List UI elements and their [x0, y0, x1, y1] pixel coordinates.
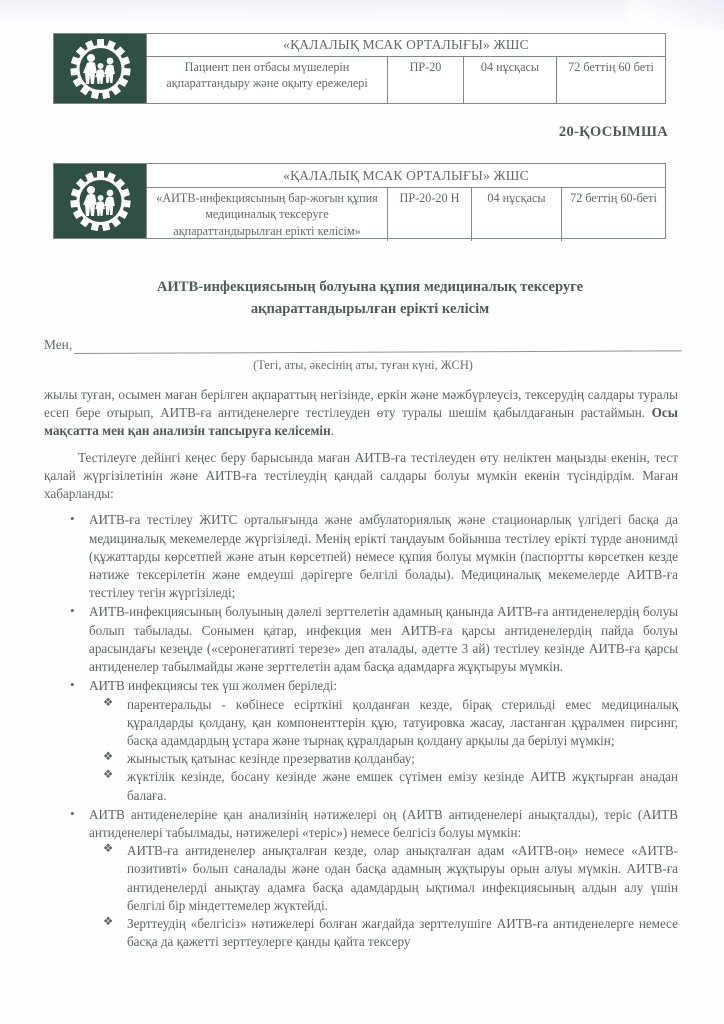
document-version-cell: 04 нұсқасы	[464, 57, 557, 103]
info-bullet-list	[44, 511, 678, 951]
bullet-text: • АИТВ-инфекциясының болуының дәлелі зерттелетін адамның қанында АИТВ-ға антиденелердің болуы болып табылады. Сонымен қатар, инфекция мен АИТВ-ға қарсы антиденелердің пайда болуы арасындағы кезеңде («серонегативті терезе» деп аталады, әдетте 3 ай) тестілеу кезінде АИТВ-ға қарсы антиденелер табылмайды және зерттелетін адам басқа адамдарға жұқтыруы мүмкін.	[89, 604, 678, 675]
document-page-cell: 72 беттің 60 беті	[568, 60, 654, 74]
bullet-text: • АИТВ антиденелеріне қан анализінің нәтижелері оң (АИТВ антиденелері анықталды), теріс (АИТВ антиденелері табылмады, нәтижелері «теріс») немесе белгісіз болуы мүмкін:	[89, 806, 678, 841]
list-item	[44, 511, 678, 602]
page-title	[80, 277, 660, 321]
document-code-cell: ПР-20-20 Н	[388, 188, 472, 241]
organization-name: «ҚАЛАЛЫҚ МСАК ОРТАЛЫҒЫ» ЖШС	[147, 164, 665, 188]
document-page-cell: 72 беттің 60-беті	[570, 191, 657, 205]
paragraph-counselling: Тестілеуге дейінгі кеңес беру барысында маған АИТВ-ға тестілеуден өту неліктен маңызды екенін, тест қалай жүргізілетінін және АИТВ-ға тестілеудің қандай салдары болуы мүмкін екенін түсіндірдім. Маған хабарланды:	[44, 449, 678, 502]
list-item	[44, 806, 678, 952]
document-code-cell: ПР-20	[388, 57, 464, 103]
bullet-text: • АИТВ инфекциясы тек үш жолмен беріледі:	[89, 678, 338, 694]
patient-name-input[interactable]	[74, 336, 682, 354]
subbullet-text: жыныстық қатынас кезінде презерватив қолданбау;	[127, 751, 415, 767]
paragraph-consent-tail: .	[330, 423, 334, 439]
header-table-2	[53, 163, 666, 239]
page-title-line-1: АИТВ-инфекциясының болуына құпия медициналық тексеруге	[156, 279, 584, 295]
clinic-logo	[54, 34, 147, 103]
organization-name: «ҚАЛАЛЫҚ МСАК ОРТАЛЫҒЫ» ЖШС	[147, 34, 665, 57]
paragraph-consent-bold: Осы мақсатта мен қан анализін тапсыруға келісемін	[44, 405, 678, 439]
subbullet-text: АИТВ-ға антиденелер анықталған кезде, олар анықталған адам «АИТВ-оң» немесе «АИТВ-позитивті» болып саналады және одан басқа адамның жұқтыруы орын алуы мүмкін. АИТВ-ға антиденелерді анықтау адамға басқа адамдардың ықтимал инфекциясының алдын алу үшін белгілі бір міндеттемелер жүктейді.	[127, 843, 678, 913]
patient-name-hint: (Тегі, аты, әкесінің аты, туған күні, ЖСН)	[253, 358, 473, 372]
header-table-1-content	[147, 34, 665, 103]
bullet-text: • АИТВ-ға тестілеу ЖИТС орталығында және амбулаториялық және стационарлық үлгідегі басқа да медициналық мекемелерде жүргізіледі. Менің ерікті таңдауым бойынша тестілеу ерікті түрде анонимді (құжаттарды көрсетпей және атын көрсетпей) немесе құпия болуы мүмкін (паспортты көрсеткен кезде нәтиже тексерілетін және емдеуші дәрігерге белгілі болады). Медициналық мекемелерде АИТВ-ға тестілеу тегін жүргізіледі;	[89, 512, 678, 601]
list-item	[89, 696, 678, 751]
list-item	[44, 677, 678, 805]
document-name-cell: «АИТВ-инфекциясының бар-жоғын құпия медициналық тексеруге ақпараттандырылған ерікті келісім»	[147, 188, 388, 241]
list-item	[89, 750, 678, 768]
list-item	[89, 915, 678, 951]
document-body	[44, 386, 678, 953]
document-name-cell: Пациент пен отбасы мүшелерін ақпараттандыру және оқыту ережелері	[147, 57, 388, 103]
results-sublist	[89, 842, 678, 951]
annex-label: 20-ҚОСЫМША	[558, 124, 668, 140]
list-item	[44, 603, 678, 676]
subbullet-text: парентеральды - көбінесе есірткіні қолданған кезде, бірақ стерильді емес медициналық құралдарды қолдану, қан компоненттерін құю, татуировка жасау, ластанған құралмен пирсинг, басқа адамдардың ұстара және тырнақ құралдарын қолдану арқылы да берілуі мүмкін;	[127, 696, 678, 748]
patient-name-label: Мен,	[44, 337, 73, 352]
document-version-cell: 04 нұсқасы	[472, 188, 562, 241]
clinic-logo	[54, 164, 147, 238]
list-item	[89, 842, 678, 915]
page-title-line-2: ақпараттандырылған ерікті келісім	[250, 300, 490, 317]
patient-name-row	[44, 337, 682, 354]
list-item	[89, 768, 678, 804]
subbullet-text: жүктілік кезінде, босану кезінде және емшек сүтімен емізу кезінде АИТВ жұқтырған анадан балаға.	[127, 769, 678, 803]
header-table-1	[53, 33, 666, 104]
paragraph-consent	[44, 386, 678, 441]
subbullet-text: Зерттеудің «белгісіз» нәтижелері болған жағдайда зерттелушіге АИТВ-ға антиденелерге немесе басқа да қажетті зерттеулерге қанды қайта тексеру	[127, 916, 678, 950]
transmission-sublist	[89, 696, 678, 805]
header-table-2-content	[147, 164, 665, 238]
scan-artifact-corner	[628, 0, 724, 30]
paragraph-consent-text: жылы туған, осымен маған берілген ақпараттың негізінде, еркін және мәжбүрлеусіз, тексерудің салдары туралы есеп бере отырып, АИТВ-ға антиденелерге тестілеуден өту туралы шешім қабылдағанын растаймын.	[44, 387, 678, 421]
scan-artifact-top	[0, 0, 724, 26]
